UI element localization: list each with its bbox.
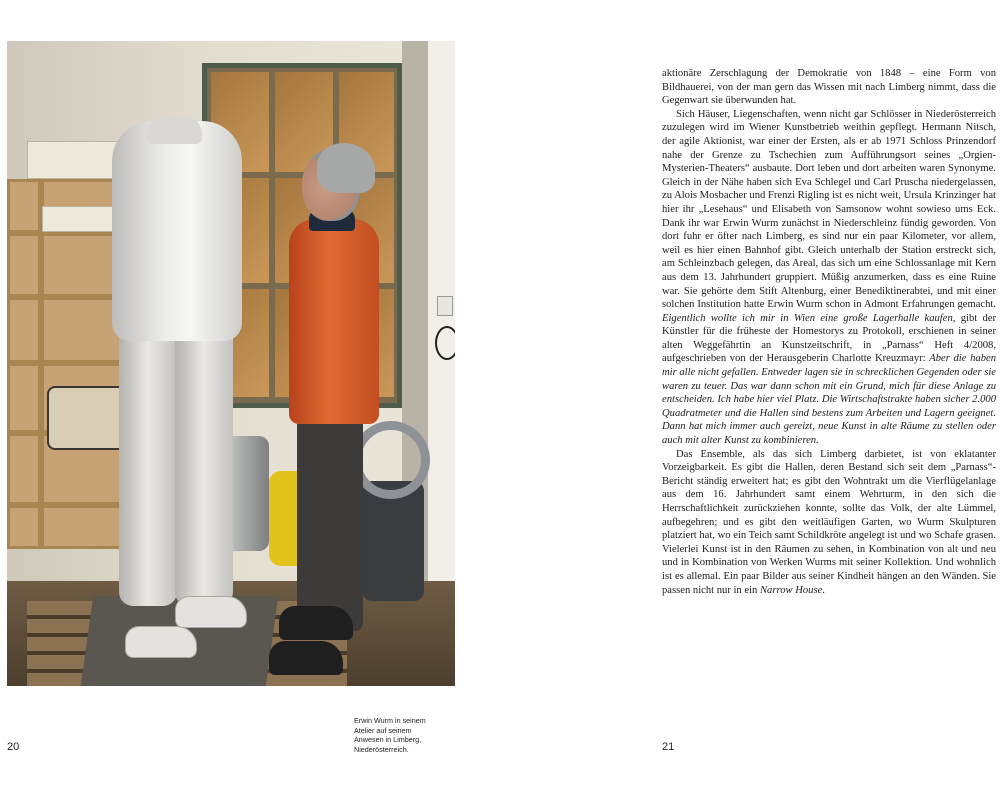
paragraph: [662, 448, 996, 598]
statue-collar: [147, 116, 202, 144]
photo-artist-in-studio: [7, 41, 455, 686]
page-number-right: 21: [662, 741, 675, 753]
text-run: aktionäre Zerschlagung der Demokratie von 1848 – eine Form von Bildhauerei, von der man gern das Wissen mit nach Limberg nimmt, dass die Gegenwart sie überwunden hat.: [662, 68, 996, 107]
text-run: Sich Häuser, Liegenschaften, wenn nicht gar Schlösser in Niederösterreich zuzulegen wird im Wiener Kunstbetrieb weithin gepflegt. Hermann Nitsch, der agile Aktionist, war einer der Ersten, als er ab 1971 Schloss Prinzendorf nahe der Grenze zu Tschechien zum Aufführungsort seines „Orgien-Mysterien-Theaters“ ausbaute. Dort leben und dort arbeiten waren Synonyme. Gleich in der Nähe haben sich Eva Schlegel und Carl Pruscha niedergelassen, zu Alois Mosbacher und Frenzi Rigling ist es nicht weit, Ursula Krinzinger hat hier ihr „Lesehaus“ und Elisabeth von Samsonow wohnt sowieso ums Eck. Dank ihr war Erwin Wurm zunächst in Niederschleinz fündig geworden. Von dort fuhr er öfter nach Limberg, es sind nur ein paar Kilometer, vor allem, weil es hier einen Bahnhof gibt. Gleich unterhalb der Station erstreckt sich, am Schleinzbach gelegen, das Areal, das sich um eine Schlossanlage mit Kern aus dem 13. Jahrhundert gruppiert. Müßig anzumerken, dass es eine Ruine war. Sie gehörte dem Stift Altenburg, einer Benediktinerabtei, und mit einer solchen Institution hatte Erwin Wurm schon in Admont Erfahrungen gemacht.: [662, 108, 996, 311]
text-run: .: [822, 584, 825, 596]
cable-coil: [435, 326, 455, 360]
body-text-column: [662, 67, 996, 597]
statue-shoe: [175, 596, 247, 628]
black-vacuum: [362, 481, 424, 601]
italic-quote-run: Aber die haben mir alle nicht gefallen. Entweder lagen sie in schrecklichen Gegenden oder sie waren zu teuer. Das war dann schon mit ein Grund, mich für diese Anlage zu entscheiden. Ich habe hier viel Platz. Die Wirtschaftstrakte haben sicher 2.000 Quadratmeter und die Hallen sind bestens zum Arbeiten und Lagern geeignet. Dann hat mich immer auch gereizt, neue Kunst in alte Räume zu stellen oder auch mit alter Kunst zu kombinieren.: [662, 353, 996, 447]
white-wall: [428, 41, 455, 601]
orange-jacket: [289, 219, 379, 424]
vacuum-hose: [352, 421, 430, 499]
headless-statue: [112, 121, 242, 341]
man-shoe: [279, 606, 353, 640]
italic-quote-run: Eigentlich wollte ich mir in Wien eine große Lagerhalle kaufen: [662, 312, 953, 324]
page-number-left: 20: [7, 741, 20, 753]
statue-leg: [175, 306, 233, 606]
man-leg: [297, 411, 331, 626]
storage-box: [42, 206, 119, 232]
italic-quote-run: Narrow House: [759, 584, 823, 596]
paragraph: [662, 67, 996, 108]
man-leg: [329, 416, 363, 631]
text-run: , gibt der Künstler für die früheste der Homestorys zu Protokoll, erschienen in seiner alten Weggefährtin an Kunstzeitschrift, in „Parnass“ Heft 4/2008, aufgeschrieben von der Herausgeberin Charlotte Kreuzmayr:: [662, 312, 997, 365]
storage-box: [27, 141, 124, 179]
paragraph: [662, 108, 996, 448]
statue-shoe: [125, 626, 197, 658]
man-hair: [317, 143, 375, 193]
power-outlet: [437, 296, 453, 316]
man-shoe: [269, 641, 343, 675]
text-run: Das Ensemble, als das sich Limberg darbietet, ist von eklatanter Vorzeigbarkeit. Es gibt die Hallen, deren Bestand sich seit dem „Parnass“-Bericht ständig erweitert hat; es gibt den Wohntrakt um die Vierflügelanlage aus dem 16. Jahrhundert samt einem Wehrturm, in den sich die Herrschaftlichkeit zurückziehen konnte, sollte das Volk, der alte Lümmel, aufbegehren; und es gibt den weitläufigen Garten, wo Wurm Skulpturen platziert hat, wo ein Teich samt Schildkröte angelegt ist und wo Schafe grasen. Vielerlei Kunst ist in den Räumen zu sehen, in Kombination von alt und neu und in Kombination von Werken Wurms mit seiner Kollektion. Und wohnlich ist es allemal. Ein paar Bilder aus seiner Kindheit hängen an den Wänden. Sie passen nicht nur in ein: [662, 448, 996, 596]
statue-leg: [119, 306, 177, 606]
photo-caption: Erwin Wurm in seinem Atelier auf seinem Anwesen in Limberg, Niederösterreich.: [354, 716, 426, 754]
bag: [47, 386, 126, 450]
